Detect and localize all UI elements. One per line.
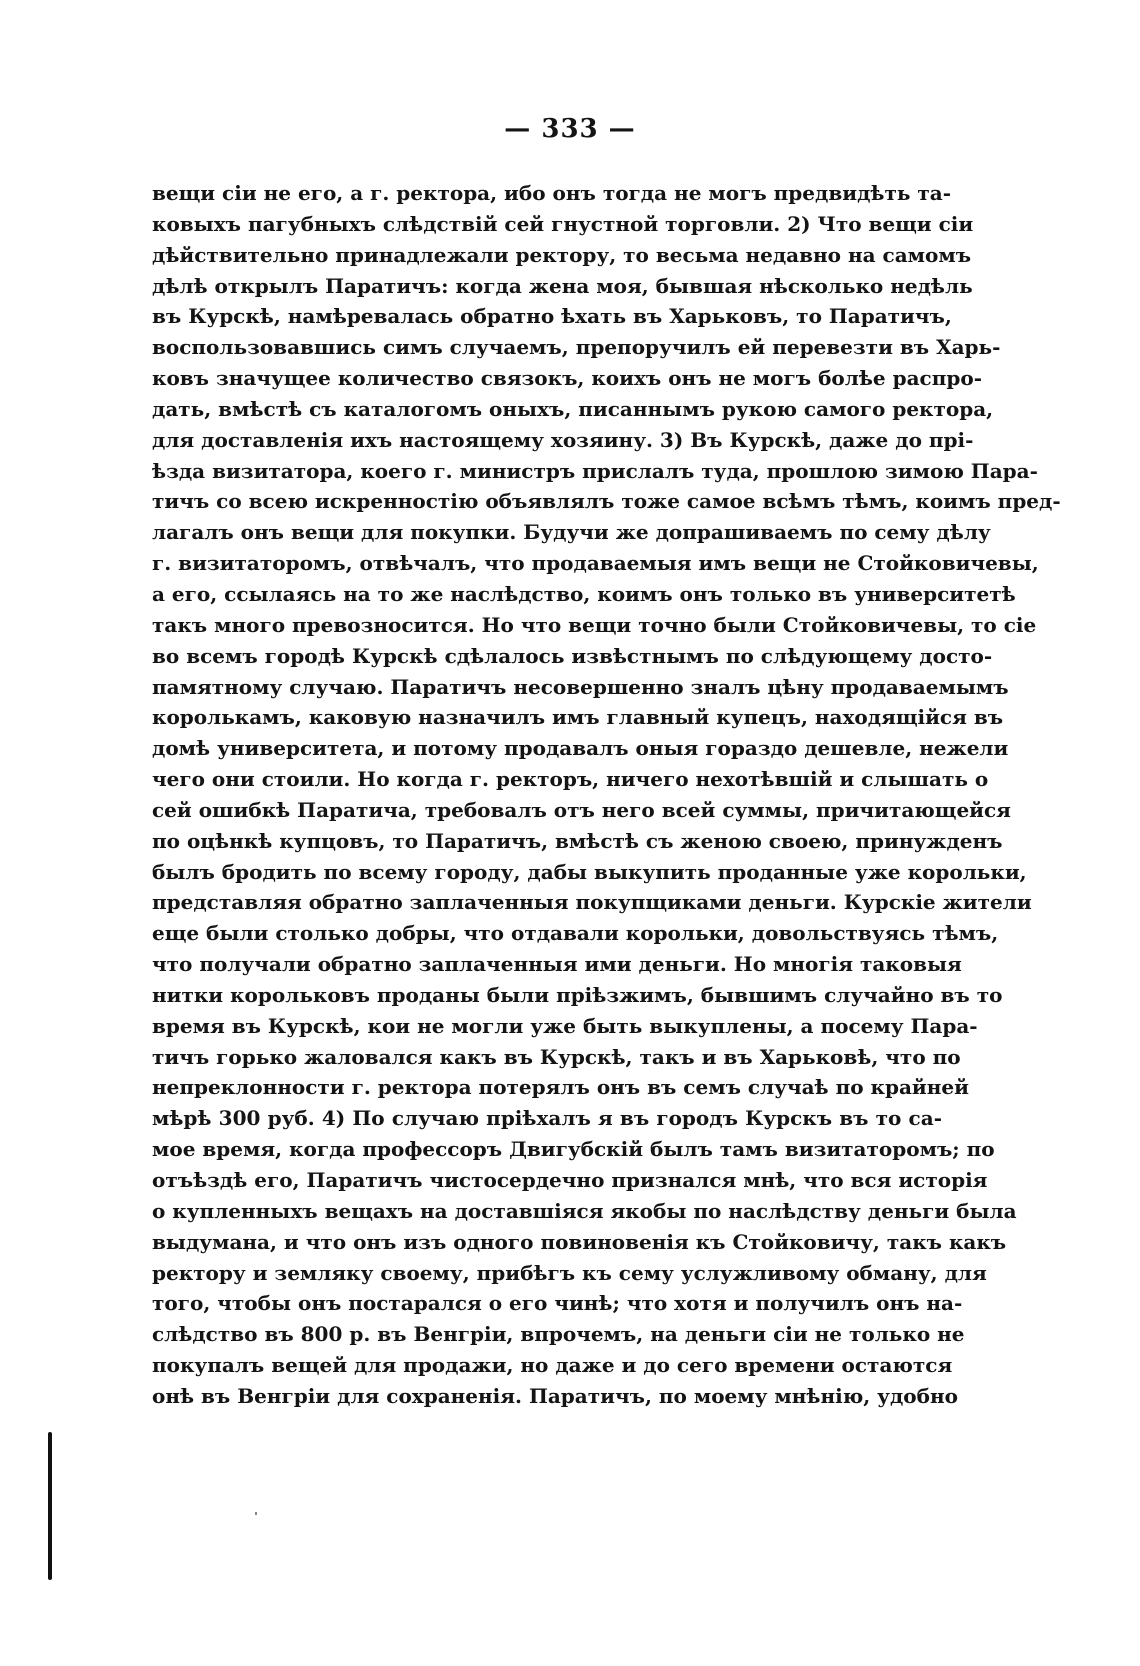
text-line: тичъ горько жаловался какъ въ Курскѣ, такъ и въ Харьковѣ, что по [152,1044,961,1069]
text-line: дѣлѣ открылъ Паратичъ: когда жена моя, бывшая нѣсколько недѣль [152,273,973,298]
text-line: по оцѣнкѣ купцовъ, то Паратичъ, вмѣстѣ съ женою своею, принужденъ [152,828,1003,853]
text-line: воспользовавшись симъ случаемъ, препоручилъ ей перевезти въ Харь- [152,335,1001,360]
text-line: чего они стоили. Но когда г. ректоръ, ничего нехотѣвшій и слышать о [152,767,989,792]
text-line: королькамъ, каковую назначилъ имъ главный купецъ, находящійся въ [152,705,1004,730]
text-line: сей ошибкѣ Паратича, требовалъ отъ него всей суммы, причитающейся [152,797,1011,822]
text-line: ковыхъ пагубныхъ слѣдствій сей гнустной торговли. 2) Что вещи сіи [152,211,974,236]
text-line: вещи сіи не его, а г. ректора, ибо онъ тогда не могъ предвидѣть та- [152,181,952,205]
margin-scan-mark [48,1432,52,1580]
text-line: г. визитаторомъ, отвѣчалъ, что продаваемыя имъ вещи не Стойковичевы, [152,551,1039,576]
text-line: выдумана, и что онъ изъ одного повиновенія къ Стойковичу, такъ какъ [152,1229,1007,1254]
text-line: дѣйствительно принадлежали ректору, то весьма недавно на самомъ [152,242,972,267]
text-line: памятному случаю. Паратичъ несовершенно зналъ цѣну продаваемымъ [152,674,1009,699]
text-line: тичъ со всею искренностію объявлялъ тоже самое всѣмъ тѣмъ, коимъ пред- [152,489,1061,514]
text-line: отъѣздѣ его, Паратичъ чистосердечно признался мнѣ, что вся исторія [152,1168,988,1192]
text-line: слѣдство въ 800 р. въ Венгріи, впрочемъ, на деньги сіи не только не [152,1322,965,1347]
text-line: въ Курскѣ, намѣревалась обратно ѣхать въ Харьковъ, то Паратичъ, [152,304,952,329]
text-line: нитки корольковъ проданы были пріѣзжимъ, бывшимъ случайно въ то [152,982,1003,1007]
text-line: ковъ значущее количество связокъ, коихъ онъ не могъ болѣе распро- [152,366,982,391]
text-line: мѣрѣ 300 руб. 4) По случаю пріѣхалъ я въ городъ Курскъ въ то са- [152,1106,942,1131]
text-line: лагалъ онъ вещи для покупки. Будучи же допрашиваемъ по сему дѣлу [152,520,991,545]
text-line: онѣ въ Венгріи для сохраненія. Паратичъ, по моему мнѣнію, удобно [152,1383,958,1408]
text-line: во всемъ городѣ Курскѣ сдѣлалось извѣстнымъ по слѣдующему досто- [152,643,993,668]
text-line: домѣ университета, и потому продавалъ оныя гораздо дешевле, нежели [152,736,1009,761]
text-line: время въ Курскѣ, кои не могли уже быть выкуплены, а посему Пара- [152,1013,978,1038]
scan-speck [255,1512,257,1515]
page-number: — 333 — [504,114,636,144]
text-line: былъ бродить по всему городу, дабы выкупить проданные уже корольки, [152,859,1027,884]
text-line: а его, ссылаясь на то же наслѣдство, коимъ онъ только въ университетѣ [152,581,1016,606]
text-line: такъ много превозносится. Но что вещи точно были Стойковичевы, то сіе [152,612,1037,637]
text-line: ѣзда визитатора, коего г. министръ прислалъ туда, прошлою зимою Пара- [152,458,1038,483]
text-line: представляя обратно заплаченныя покупщиками деньги. Курскіе жители [152,890,1032,915]
text-line: еще были столько добры, что отдавали корольки, довольствуясь тѣмъ, [152,921,999,946]
text-line: непреклонности г. ректора потерялъ онъ въ семъ случаѣ по крайней [152,1075,969,1100]
text-line: мое время, когда профессоръ Двигубскій былъ тамъ визитаторомъ; по [152,1137,995,1162]
text-line: покупалъ вещей для продажи, но даже и до сего времени остаются [152,1353,953,1378]
body-text [152,178,1061,1412]
text-line: для доставленія ихъ настоящему хозяину. 3) Въ Курскѣ, даже до прі- [152,427,974,452]
text-line: о купленныхъ вещахъ на доставшіяся якобы по наслѣдству деньги была [152,1198,1017,1223]
text-line: дать, вмѣстѣ съ каталогомъ оныхъ, писаннымъ рукою самого ректора, [152,396,994,421]
text-line: того, чтобы онъ постарался о его чинѣ; что хотя и получилъ онъ на- [152,1291,963,1316]
text-line: что получали обратно заплаченныя ими деньги. Но многія таковыя [152,952,962,977]
text-line: ректору и земляку своему, прибѣгъ къ сему услужливому обману, для [152,1260,987,1285]
